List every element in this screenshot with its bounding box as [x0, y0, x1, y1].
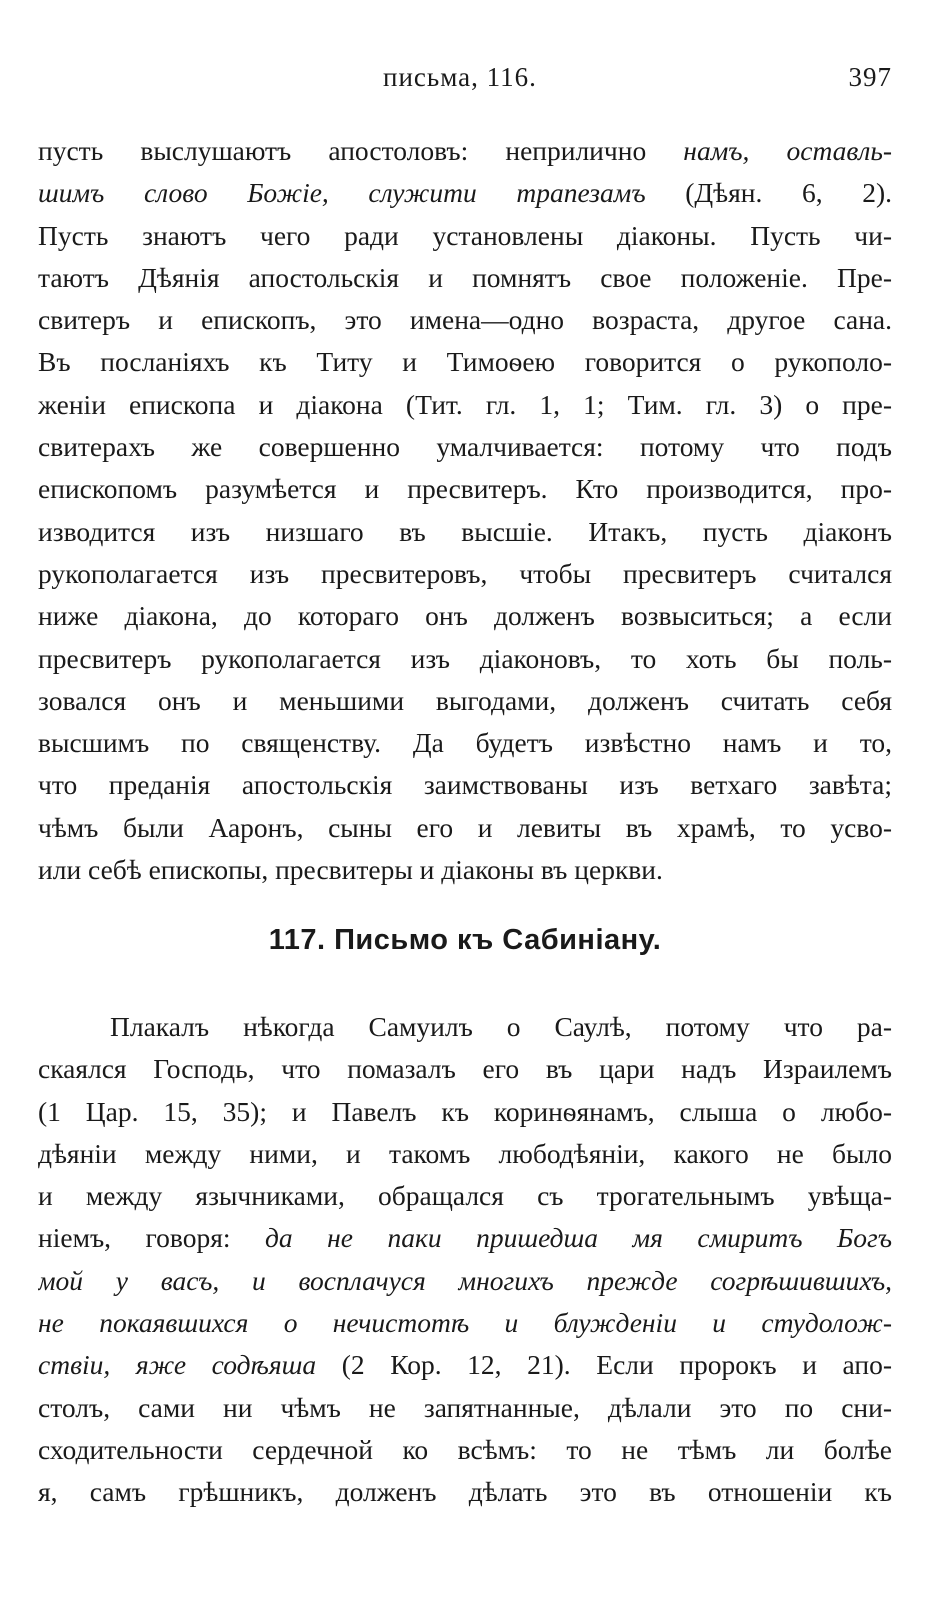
text-segment: пресвитеръ рукополагается изъ діаконовъ, то хоть бы поль-: [38, 642, 892, 674]
letter-116-text: [38, 130, 892, 891]
text-segment: сходительности сердечной ко всѣмъ: то не тѣмъ ли болѣе: [38, 1433, 892, 1465]
text-line: [38, 722, 892, 764]
text-line: [38, 595, 892, 637]
text-segment: зовался онъ и меньшими выгодами, долженъ считать себя: [38, 684, 892, 716]
text-line: [38, 807, 892, 849]
italic-quote-segment: ствіи, яже содѣяша: [38, 1349, 317, 1381]
text-segment: рукополагается изъ пресвитеровъ, чтобы пресвитеръ считался: [38, 557, 892, 589]
text-line: [38, 341, 892, 383]
text-line: [38, 680, 892, 722]
text-line: [38, 849, 892, 891]
text-segment: чѣмъ были Ааронъ, сыны его и левиты въ храмѣ, то усво-: [38, 811, 892, 843]
page-number: 397: [848, 62, 892, 92]
italic-quote-segment: не покаявшихся о нечистотѣ и блужденіи и студолож-: [38, 1307, 892, 1339]
text-segment: женіи епископа и діакона (Тит. гл. 1, 1; Тим. гл. 3) о пре-: [38, 388, 892, 420]
text-segment: высшимъ по священству. Да будетъ извѣстно намъ и то,: [38, 727, 892, 759]
text-line: [38, 1471, 892, 1513]
text-segment: и между язычниками, обращался съ трогательнымъ увѣща-: [38, 1180, 892, 1212]
text-segment: пусть выслушаютъ апостоловъ: неприлично: [38, 135, 684, 166]
italic-quote-segment: шимъ слово Божіе, служити трапезамъ: [38, 177, 646, 209]
text-line: [38, 553, 892, 595]
text-segment: или себѣ епископы, пресвитеры и діаконы въ церкви.: [38, 854, 663, 886]
text-segment: (1 Цар. 15, 35); и Павелъ къ коринѳянамъ, слыша о любо-: [38, 1095, 892, 1127]
text-line: [38, 299, 892, 341]
text-line: [38, 426, 892, 468]
text-line: [38, 1175, 892, 1217]
text-segment: я, самъ грѣшникъ, долженъ дѣлать это въ отношеніи къ: [38, 1476, 892, 1508]
italic-quote-segment: мой у васъ, и восплачуся многихъ прежде согрѣшившихъ,: [38, 1264, 892, 1296]
text-line: [38, 638, 892, 680]
text-line: [38, 1006, 892, 1048]
text-segment: ніемъ, говоря:: [38, 1222, 265, 1254]
text-line: [38, 1429, 892, 1471]
running-title: письма, 116.: [383, 62, 537, 92]
text-line: [38, 1302, 892, 1344]
text-segment: Пусть знаютъ чего ради установлены діаконы. Пусть чи-: [38, 219, 892, 251]
text-line: [38, 1091, 892, 1133]
italic-quote-segment: намъ, оставль-: [683, 135, 892, 166]
text-segment: свитерахъ же совершенно умалчивается: потому что подъ: [38, 431, 892, 463]
text-line: [38, 257, 892, 299]
text-segment: (2 Кор. 12, 21). Если пророкъ и апо-: [316, 1349, 892, 1381]
text-line: [38, 1260, 892, 1302]
text-segment: свитеръ и епископъ, это имена—одно возраста, другое сана.: [38, 304, 892, 336]
text-line: [38, 1133, 892, 1175]
italic-quote-segment: да не паки пришедша мя смиритъ Богъ: [264, 1222, 892, 1254]
text-line: [38, 130, 892, 172]
text-line: [38, 468, 892, 510]
text-segment: ниже діакона, до котораго онъ долженъ возвыситься; а если: [38, 600, 892, 632]
text-line: [38, 511, 892, 553]
text-segment: что преданія апостольскія заимствованы изъ ветхаго завѣта;: [38, 769, 892, 801]
text-segment: епископомъ разумѣется и пресвитеръ. Кто производится, про-: [38, 473, 892, 505]
text-line: [38, 1344, 892, 1386]
text-segment: столъ, сами ни чѣмъ не запятнанные, дѣлали это по сни-: [38, 1391, 892, 1423]
text-segment: дѣяніи между ними, и такомъ любодѣяніи, какого не было: [38, 1137, 892, 1169]
letter-117-heading: 117. Письмо къ Сабиніану.: [268, 924, 662, 956]
text-segment: изводится изъ низшаго въ высшіе. Итакъ, пусть діаконъ: [38, 515, 892, 547]
text-segment: Плакалъ нѣкогда Самуилъ о Саулѣ, потому что ра-: [110, 1011, 892, 1042]
text-segment: скаялся Господь, что помазалъ его въ цари надъ Израилемъ: [38, 1053, 892, 1085]
text-segment: (Дѣян. 6, 2).: [645, 177, 892, 209]
text-segment: Въ посланіяхъ къ Титу и Тимоѳею говорится о рукополо-: [38, 346, 892, 378]
text-line: [38, 384, 892, 426]
text-line: [38, 1217, 892, 1259]
text-line: [38, 215, 892, 257]
book-page: [38, 0, 892, 1600]
text-line: [38, 1048, 892, 1090]
text-line: [38, 764, 892, 806]
text-line: [38, 1387, 892, 1429]
text-segment: таютъ Дѣянія апостольскія и помнятъ свое положеніе. Пре-: [38, 261, 892, 293]
letter-117-text: [38, 1006, 892, 1514]
text-line: [38, 172, 892, 214]
running-head: [38, 62, 892, 102]
